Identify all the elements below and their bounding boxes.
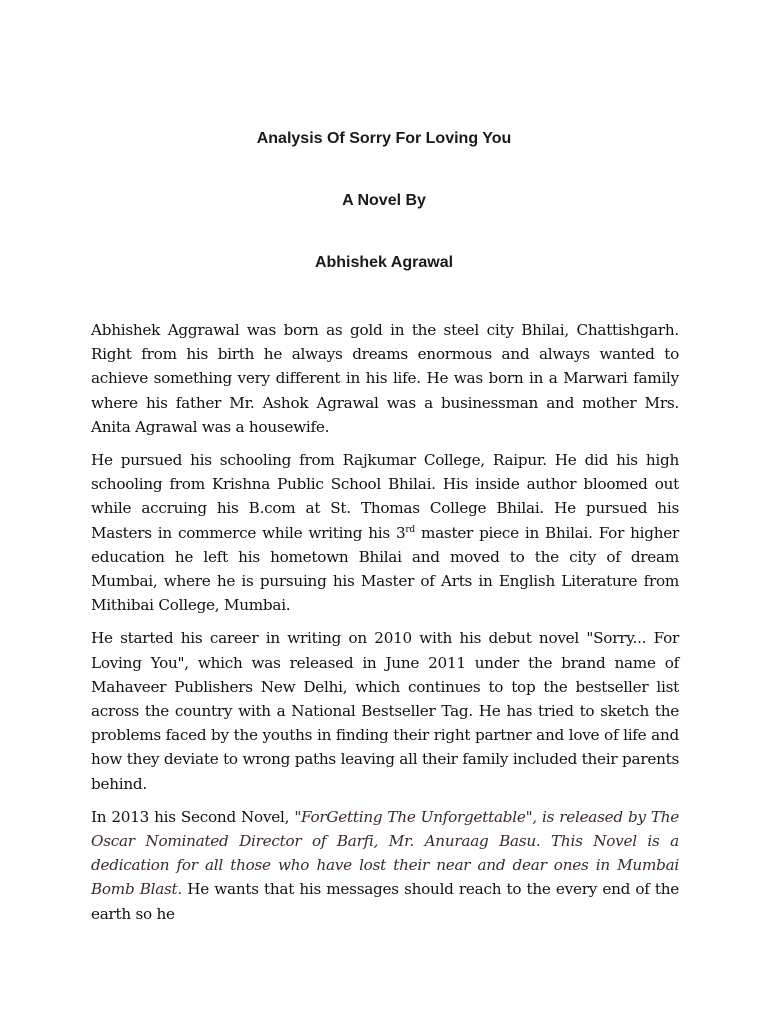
paragraph-education: [91, 448, 679, 617]
document-body: [91, 318, 679, 935]
ordinal-superscript: rd: [405, 524, 415, 535]
paragraph-education-text-end: master piece in Bhilai. For higher education he left his hometown Bhilai and moved to the city of dream Mumbai, where he is pursuing his Master of Arts in English Literature from Mithibai College, Mumbai.: [91, 523, 679, 615]
paragraph-education-text-start: He pursued his schooling from Rajkumar College, Raipur. He did his high schooling from Krishna Public School Bhilai. His inside author bloomed out while accruing his B.com at St. Thomas College Bhilai. He pursued his Masters in commerce while writing his 3: [91, 451, 679, 542]
document-title: Analysis Of Sorry For Loving You: [256, 130, 512, 147]
document-subtitle: A Novel By: [342, 192, 426, 209]
paragraph-career: He started his career in writing on 2010 with his debut novel "Sorry... For Loving You", which was released in June 2011 under the brand name of Mahaveer Publishers New Delhi, which continues to top the bestseller list across the country with a National Bestseller Tag. He has tried to sketch the problems faced by the youths in finding their right partner and love of life and how they deviate to wrong paths leaving all their family included their parents behind.: [91, 629, 679, 793]
paragraph-second-novel-italic: "ForGetting The Unforgettable", is released by The Oscar Nominated Director of Barfi, Mr. Anuraag Basu. This Novel is a dedication for all those who have lost their near and dear ones in Mumbai Bomb Blast.: [91, 807, 679, 899]
paragraph-second-novel: [91, 805, 679, 926]
document-author: Abhishek Agrawal: [314, 254, 454, 271]
paragraph-second-novel-intro: In 2013 his Second Novel,: [91, 807, 295, 826]
paragraph-second-novel-outro: He wants that his messages should reach to the every end of the earth so he: [91, 880, 679, 923]
paragraph-biography: Abhishek Aggrawal was born as gold in the steel city Bhilai, Chattishgarh. Right from his birth he always dreams enormous and always wanted to achieve something very different in his life. He was born in a Marwari family where his father Mr. Ashok Agrawal was a businessman and mother Mrs. Anita Agrawal was a housewife.: [91, 321, 679, 436]
